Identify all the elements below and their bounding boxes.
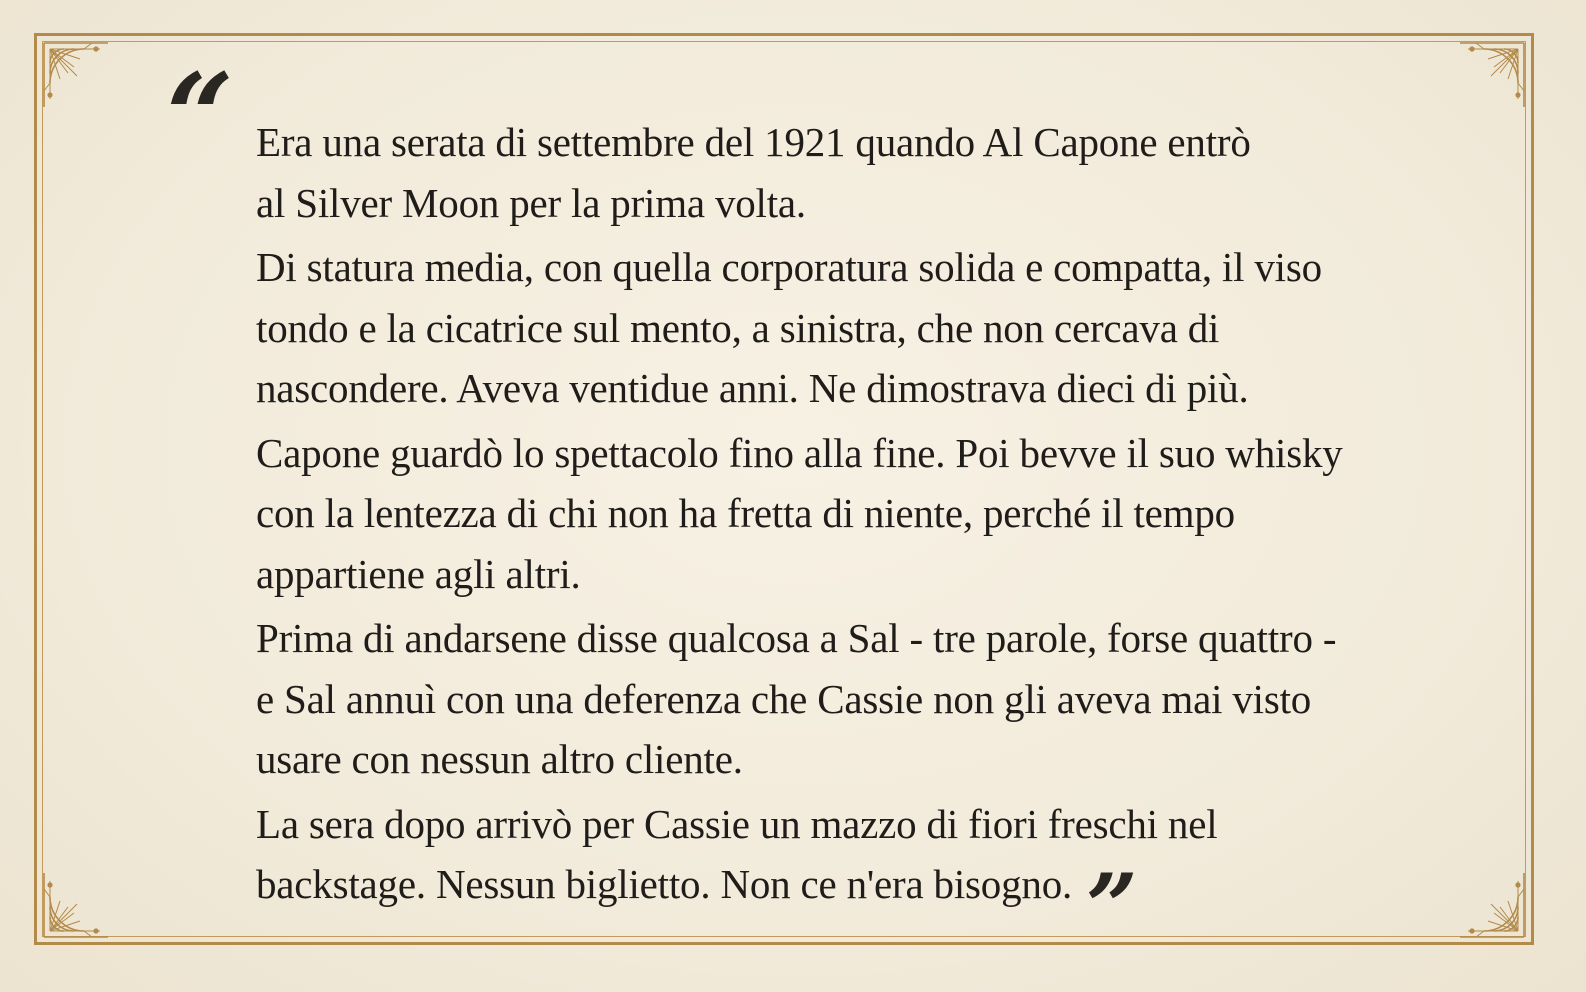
text-line: La sera dopo arrivò per Cassie un mazzo di fiori freschi nel <box>256 800 1218 847</box>
text-line: usare con nessun altro cliente. <box>256 736 743 782</box>
paragraph <box>256 794 1416 960</box>
open-quote-mark: “ <box>166 47 234 186</box>
art-deco-fan-corner-icon <box>40 869 112 941</box>
text-line: nascondere. Aveva ventidue anni. Ne dimostrava dieci di più. <box>256 365 1249 411</box>
art-deco-fan-corner-icon <box>1456 869 1528 941</box>
text-line: appartiene agli altri. <box>256 550 581 597</box>
quote-text <box>256 112 1416 960</box>
text-line: con la lentezza di chi non ha fretta di niente, perché il tempo <box>256 490 1235 536</box>
text-line: Capone guardò lo spettacolo fino alla fine. Poi bevve il suo whisky <box>256 429 1343 476</box>
text-line: e Sal annuì con una deferenza che Cassie non gli aveva mai visto <box>256 675 1312 722</box>
paragraph <box>256 237 1416 419</box>
text-line: Era una serata di settembre del 1921 quando Al Capone entrò <box>256 119 1251 165</box>
paragraph <box>256 608 1416 790</box>
paragraph <box>256 423 1416 605</box>
art-deco-fan-corner-icon <box>40 39 112 111</box>
text-line: Prima di andarsene disse qualcosa a Sal - tre parole, forse quattro - <box>256 615 1337 661</box>
art-deco-fan-corner-icon <box>1456 39 1528 111</box>
text-line-last: backstage. Nessun biglietto. Non ce n'era bisogno. ” <box>256 854 1138 960</box>
text-line: Di statura media, con quella corporatura solida e compatta, il viso <box>256 244 1322 290</box>
text-line: tondo e la cicatrice sul mento, a sinistra, che non cercava di <box>256 304 1220 351</box>
text-line: al Silver Moon per la prima volta. <box>256 179 806 226</box>
paragraph <box>256 112 1416 233</box>
text-line-content: backstage. Nessun biglietto. Non ce n'era bisogno. <box>256 861 1073 907</box>
